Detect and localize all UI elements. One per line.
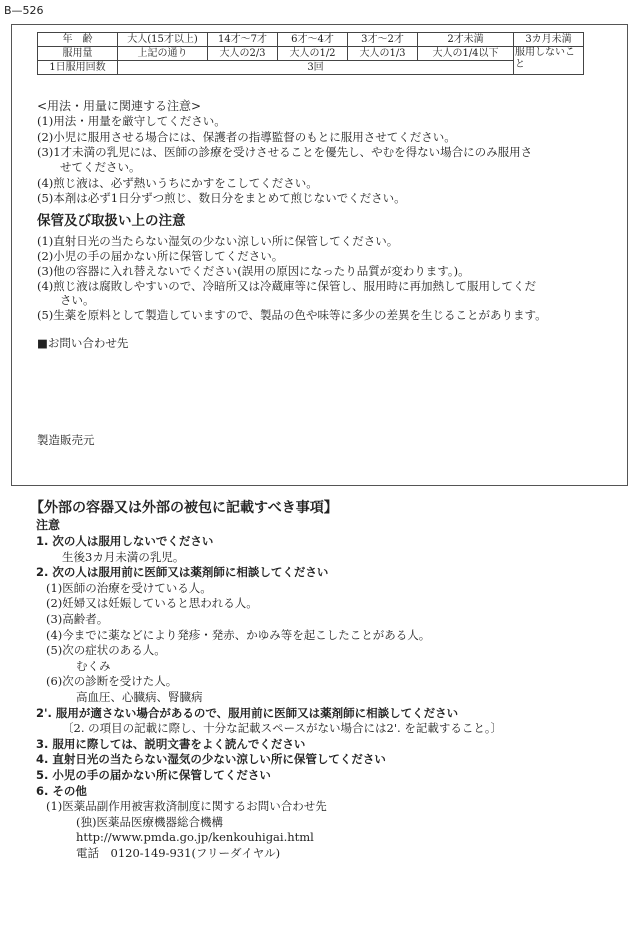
outer-item-heading: 1. 次の人は服用しないでください (36, 534, 214, 548)
usage-note: せてください。 (37, 160, 141, 174)
outer-subheading: 注意 (36, 518, 61, 532)
storage-note: (2)小児の手の届かない所に保管してください。 (37, 249, 284, 263)
storage-note: (3)他の容器に入れ替えないでください(誤用の原因になったり品質が変わります。)。 (37, 264, 470, 278)
outer-item-text: (独)医薬品医療機器総合機構 (76, 814, 223, 829)
outer-item-heading: 4. 直射日光の当たらない湿気の少ない涼しい所に保管してください (36, 752, 386, 767)
table-cell: 大人の1/3 (348, 47, 418, 61)
table-cell: 上記の通り (118, 47, 208, 61)
storage-note: (5)生薬を原料として製造していますので、製品の色や味等に多少の差異を生じることがあります。 (37, 308, 547, 322)
dosage-table (37, 32, 584, 75)
outer-item-heading: 2'. 服用が適さない場合があるので、服用前に医師又は薬剤師に相談してください (36, 705, 459, 720)
table-cell: 大人の2/3 (208, 47, 278, 61)
contact-label: ■お問い合わせ先 (37, 336, 129, 350)
outer-item-text: (6)次の診断を受けた人。 (46, 674, 178, 689)
usage-notes-heading: <用法・用量に関連する注意> (37, 99, 202, 113)
storage-note: (1)直射日光の当たらない湿気の少ない涼しい所に保管してください。 (37, 234, 399, 248)
outer-item-text: 高血圧、心臓病、腎臓病 (76, 690, 203, 704)
storage-note: (4)煎じ液は腐敗しやすいので、冷暗所又は冷蔵庫等に保管し、服用時に再加熱して服用してくだ (37, 279, 537, 293)
usage-note: (1)用法・用量を厳守してください。 (37, 114, 226, 128)
outer-item-heading: 5. 小児の手の届かない所に保管してください (36, 768, 271, 782)
table-cell: 6才〜4才 (278, 33, 348, 47)
outer-item-text: http://www.pmda.go.jp/kenkouhigai.html (76, 830, 314, 845)
dosage-row-daily (38, 61, 584, 75)
dosage-row-age (38, 33, 584, 47)
outer-item-text: 〔2. の項目の記載に際し、十分な記載スペースがない場合には2'. を記載すること。〕 (62, 721, 503, 736)
outer-item-text: 電話 0120-149-931(フリーダイヤル) (76, 846, 281, 860)
table-cell: 3カ月未満 (514, 33, 584, 47)
table-cell: 服用量 (38, 47, 118, 61)
outer-item-text: (3)高齢者。 (46, 612, 109, 626)
page-code: B—526 (4, 4, 44, 17)
outer-heading: 【外部の容器又は外部の被包に記載すべき事項】 (30, 500, 338, 516)
outer-item-text: (1)医薬品副作用被害救済制度に関するお問い合わせ先 (46, 799, 327, 814)
outer-item-text: (2)妊婦又は妊娠していると思われる人。 (46, 596, 258, 611)
outer-item-text: (1)医師の治療を受けている人。 (46, 580, 212, 595)
outer-item-text: 生後3カ月未満の乳児。 (62, 549, 185, 564)
usage-note: (2)小児に服用させる場合には、保護者の指導監督のもとに服用させてください。 (37, 130, 456, 144)
table-cell: 3才〜2才 (348, 33, 418, 47)
table-cell: 2才未満 (418, 33, 514, 47)
outer-item-text: むくみ (76, 658, 111, 673)
table-cell: 大人の1/4以下 (418, 47, 514, 61)
table-cell: 大人(15才以上) (118, 33, 208, 47)
usage-note: (3)1才未満の乳児には、医師の診療を受けさせることを優先し、やむを得ない場合にのみ服用さ (37, 145, 533, 159)
table-cell: 年 齢 (38, 33, 118, 47)
outer-item-heading: 6. その他 (36, 783, 87, 798)
outer-item-heading: 3. 服用に際しては、説明文書をよく読んでください (36, 736, 306, 751)
table-cell: 服用しないこと (514, 47, 584, 75)
manufacturer-label: 製造販売元 (37, 433, 95, 447)
dosage-row-amount (38, 47, 584, 61)
table-cell: 14才〜7才 (208, 33, 278, 47)
outer-item-text: (5)次の症状のある人。 (46, 643, 166, 658)
storage-heading: 保管及び取扱い上の注意 (37, 213, 186, 229)
outer-item-heading: 2. 次の人は服用前に医師又は薬剤師に相談してください (36, 565, 329, 580)
outer-item-text: (4)今までに薬などにより発疹・発赤、かゆみ等を起こしたことがある人。 (46, 627, 431, 642)
table-cell: 大人の1/2 (278, 47, 348, 61)
table-cell: 3回 (118, 61, 514, 75)
table-cell: 1日服用回数 (38, 61, 118, 75)
usage-note: (4)煎じ液は、必ず熱いうちにかすをこしてください。 (37, 176, 318, 190)
storage-note: さい。 (37, 293, 95, 307)
usage-note: (5)本剤は必ず1日分ずつ煎じ、数日分をまとめて煎じないでください。 (37, 191, 406, 205)
